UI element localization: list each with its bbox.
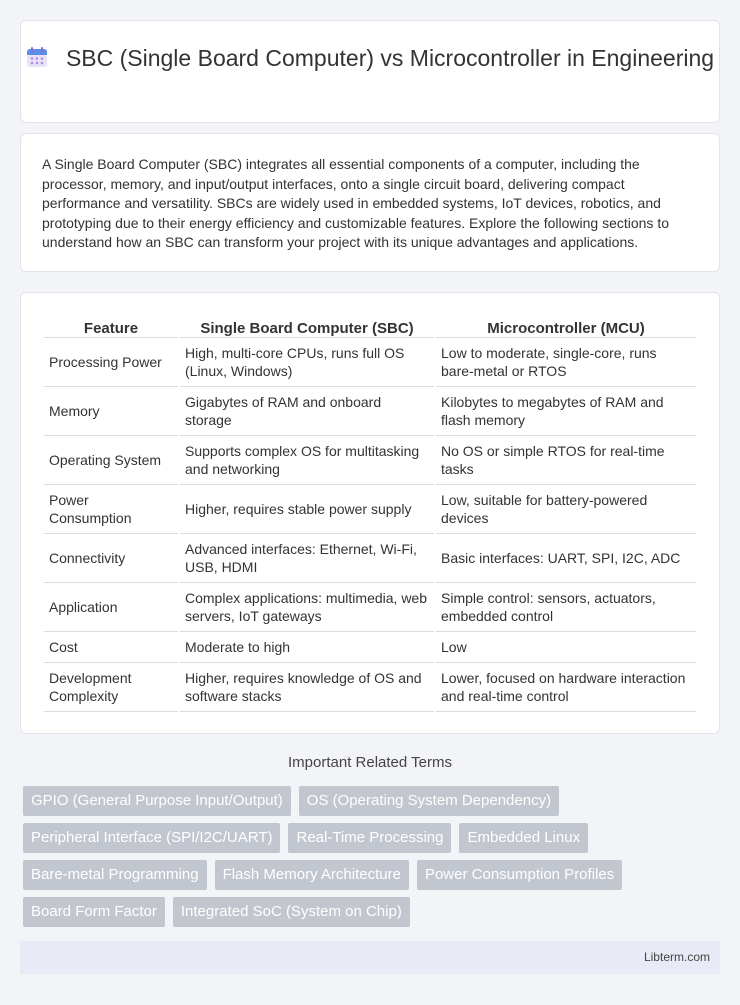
cell-mcu: Kilobytes to megabytes of RAM and flash memory: [436, 387, 696, 436]
cell-feature: Connectivity: [44, 534, 178, 583]
related-terms-list: [23, 786, 723, 934]
footer-site-link[interactable]: Libterm.com: [643, 950, 710, 964]
footer: [20, 941, 720, 974]
intro-card: [20, 133, 720, 272]
related-term-tag[interactable]: Peripheral Interface (SPI/I2C/UART): [23, 823, 280, 853]
page-title: [21, 44, 719, 73]
table-row: [44, 663, 696, 712]
related-term-tag[interactable]: Integrated SoC (System on Chip): [173, 897, 410, 927]
comparison-table: [42, 316, 698, 712]
related-term-tag[interactable]: GPIO (General Purpose Input/Output): [23, 786, 291, 816]
cell-sbc: Higher, requires stable power supply: [180, 485, 434, 534]
calendar-icon: [26, 46, 48, 68]
cell-mcu: Low to moderate, single-core, runs bare-metal or RTOS: [436, 338, 696, 387]
related-term-tag[interactable]: Power Consumption Profiles: [417, 860, 622, 890]
cell-sbc: Gigabytes of RAM and onboard storage: [180, 387, 434, 436]
related-term-tag[interactable]: Embedded Linux: [459, 823, 588, 853]
cell-feature: Memory: [44, 387, 178, 436]
related-term-tag[interactable]: Board Form Factor: [23, 897, 165, 927]
cell-feature: Cost: [44, 632, 178, 663]
table-row: [44, 534, 696, 583]
table-row: [44, 583, 696, 632]
table-row: [44, 485, 696, 534]
cell-mcu: Low, suitable for battery-powered devices: [436, 485, 696, 534]
cell-feature: Power Consumption: [44, 485, 178, 534]
header-sbc: Single Board Computer (SBC): [180, 316, 434, 338]
cell-sbc: High, multi-core CPUs, runs full OS (Linux, Windows): [180, 338, 434, 387]
header-feature: Feature: [44, 316, 178, 338]
cell-sbc: Higher, requires knowledge of OS and software stacks: [180, 663, 434, 712]
page-title-text: SBC (Single Board Computer) vs Microcontroller in Engineering: [65, 45, 715, 71]
cell-feature: Development Complexity: [44, 663, 178, 712]
cell-mcu: Basic interfaces: UART, SPI, I2C, ADC: [436, 534, 696, 583]
cell-sbc: Complex applications: multimedia, web servers, IoT gateways: [180, 583, 434, 632]
related-term-tag[interactable]: OS (Operating System Dependency): [299, 786, 559, 816]
cell-mcu: No OS or simple RTOS for real-time tasks: [436, 436, 696, 485]
cell-sbc: Advanced interfaces: Ethernet, Wi-Fi, USB, HDMI: [180, 534, 434, 583]
related-term-tag[interactable]: Bare-metal Programming: [23, 860, 207, 890]
table-header-row: [44, 316, 696, 338]
table-row: [44, 338, 696, 387]
cell-feature: Operating System: [44, 436, 178, 485]
related-term-tag[interactable]: Flash Memory Architecture: [215, 860, 409, 890]
cell-mcu: Lower, focused on hardware interaction and real-time control: [436, 663, 696, 712]
cell-mcu: Simple control: sensors, actuators, embedded control: [436, 583, 696, 632]
title-card: [20, 20, 720, 123]
table-row: [44, 436, 696, 485]
cell-sbc: Supports complex OS for multitasking and networking: [180, 436, 434, 485]
cell-sbc: Moderate to high: [180, 632, 434, 663]
header-mcu: Microcontroller (MCU): [436, 316, 696, 338]
intro-paragraph: A Single Board Computer (SBC) integrates all essential components of a computer, including the processor, memory, and input/output interfaces, onto a single circuit board, delivering compact performance and versatility. SBCs are widely used in embedded systems, IoT devices, robotics, and prototyping due to their energy efficiency and customizable features. Explore the following sections to understand how an SBC can transform your project with its unique advantages and applications.: [42, 156, 669, 250]
cell-feature: Processing Power: [44, 338, 178, 387]
comparison-card: [20, 292, 720, 734]
table-row: [44, 387, 696, 436]
cell-mcu: Low: [436, 632, 696, 663]
related-term-tag[interactable]: Real-Time Processing: [288, 823, 451, 853]
related-terms-heading: Important Related Terms: [288, 754, 452, 771]
table-row: [44, 632, 696, 663]
cell-feature: Application: [44, 583, 178, 632]
